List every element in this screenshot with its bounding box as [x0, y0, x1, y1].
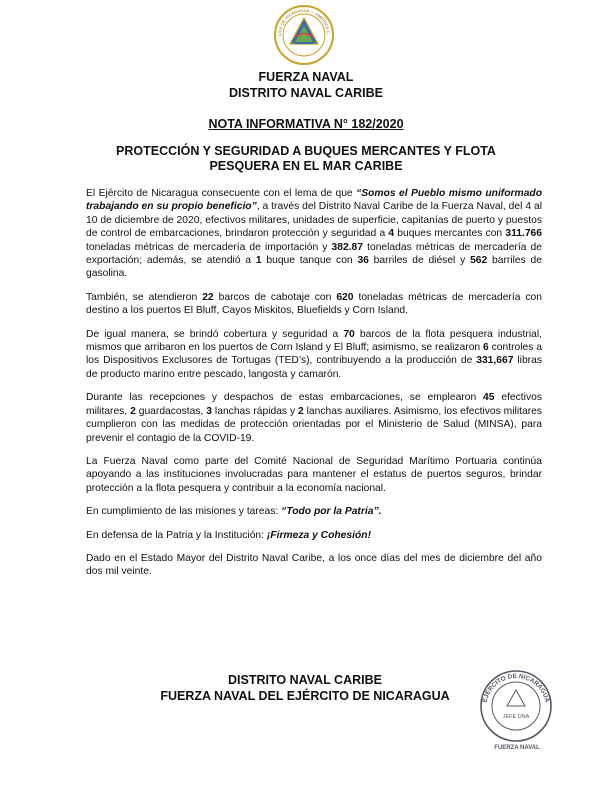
paragraph-4	[86, 391, 542, 445]
p4-number: 3	[206, 405, 213, 417]
header-line-2: DISTRITO NAVAL CARIBE	[229, 86, 383, 100]
paragraph-1	[86, 187, 542, 281]
nicaragua-coat-of-arms-icon	[273, 4, 335, 66]
p3-text: libras de producto marino entre pescado, langosta y camarón.	[86, 355, 542, 380]
p1-text: barriles de diésel y	[368, 255, 471, 267]
paragraph-7	[86, 529, 542, 542]
title-line-2: PESQUERA EN EL MAR CARIBE	[209, 159, 403, 173]
p4-number: 2	[130, 405, 136, 417]
note-title: NOTA INFORMATIVA N° 182/2020	[208, 117, 404, 131]
p2-number: 620	[336, 291, 354, 303]
p1-text: barriles de gasolina.	[86, 255, 543, 280]
p2-text: barcos de cabotaje con	[213, 291, 337, 303]
paragraph-2	[86, 291, 542, 318]
stamp-bottom-text: FUERZA NAVAL	[494, 745, 540, 751]
p1-number: 36	[357, 255, 369, 267]
p3-text: controles a los Dispositivos Exclusores de Tortugas (TED’s), contribuyendo a la producción de	[86, 342, 542, 367]
svg-text:EJÉRCITO DE NICARAGUA	[482, 673, 551, 704]
p4-text: efectivos militares,	[86, 392, 542, 417]
p3-number: 331,667	[476, 355, 514, 367]
seal-ring-text: LICA DE NICARAGUA — AMÉRICA C	[276, 7, 331, 36]
p3-number: 70	[343, 328, 355, 340]
stamp-bottom-label	[482, 738, 552, 754]
p2-text: También, se atendieron	[86, 291, 203, 303]
p1-text: toneladas métricas de mercadería de importación y	[86, 241, 332, 253]
p1-motto: “Somos el Pueblo mismo uniformado trabajando en su propio beneficio”	[86, 188, 542, 213]
p2-text: toneladas métricas de mercadería con destino a los puertos El Bluff, Cayos Miskitos, Bluefields y Corn Island.	[86, 291, 542, 317]
header-line-1: FUERZA NAVAL	[258, 70, 354, 84]
p1-number: 311.766	[505, 228, 542, 240]
title-line-1: PROTECCIÓN Y SEGURIDAD A BUQUES MERCANTES Y FLOTA	[116, 144, 496, 158]
p6-text: En cumplimiento de las misiones y tareas:	[86, 506, 282, 518]
document-body	[86, 187, 542, 589]
p1-number: 4	[388, 228, 395, 240]
p4-number: 45	[483, 392, 495, 404]
p3-text: barcos de la flota pesquera industrial, mismos que arribaron en los puertos de Corn Island y El Bluff; asimismo, se realizaron	[86, 328, 542, 354]
p1-number: 1	[255, 255, 262, 267]
p3-number: 6	[483, 342, 489, 354]
stamp-ring-text: EJÉRCITO DE NICARAGUA	[481, 672, 551, 704]
p4-text: lanchas rápidas y	[212, 405, 299, 417]
p1-text: buques mercantes con	[394, 228, 506, 240]
signature-block	[120, 672, 490, 704]
paragraph-5: La Fuerza Naval como parte del Comité Nacional de Seguridad Marítimo Portuaria continúa apoyando a las instituciones involucradas para mantener el estatus de puertos seguros, brindar protección a la flota pesquera y contribuir a la economía nacional.	[86, 455, 542, 494]
p4-text: guardacostas,	[135, 405, 207, 417]
paragraph-6	[86, 505, 542, 518]
p7-motto: ¡Firmeza y Cohesión!	[266, 529, 372, 541]
p1-text: buque tanque con	[261, 255, 358, 267]
p4-text: lanchas auxiliares. Asimismo, los efectivos militares cumplieron con las medidas de protección orientadas por el Ministerio de Salud (MINSA), para prevenir el contagio de la COVID-19.	[86, 405, 542, 444]
p6-motto: “Todo por la Patria”.	[281, 506, 382, 518]
p7-text: En defensa de la Patria y la Institución:	[86, 529, 267, 541]
p1-text: toneladas métricas de mercadería de exportación; además, se atendió a	[86, 241, 542, 267]
paragraph-3	[86, 328, 542, 382]
p4-text: Durante las recepciones y despachos de estas embarcaciones, se emplearon	[86, 392, 484, 404]
p3-text: De igual manera, se brindó cobertura y seguridad a	[86, 328, 344, 340]
p2-number: 22	[202, 291, 214, 303]
p1-number: 382.87	[331, 241, 364, 253]
p1-number: 562	[470, 255, 488, 267]
document-title	[90, 144, 522, 174]
p4-number: 2	[298, 405, 304, 417]
p1-text: , a través del Distrito Naval Caribe de la Fuerza Naval, del 4 al 10 de diciembre de 2020, efectivos militares, unidades de superficie, capitanías de puerto y puestos de control de embarcaciones, brindaron protección y seguridad a	[86, 201, 542, 240]
signature-line-1: DISTRITO NAVAL CARIBE	[228, 673, 382, 687]
p1-text: El Ejército de Nicaragua consecuente con el lema de que	[86, 188, 357, 199]
paragraph-8: Dado en el Estado Mayor del Distrito Naval Caribe, a los once días del mes de diciembre del año dos mil veinte.	[86, 552, 542, 578]
stamp-center-text: JEFE DNA	[502, 714, 530, 720]
signature-line-2: FUERZA NAVAL DEL EJÉRCITO DE NICARAGUA	[160, 689, 450, 703]
official-stamp-icon	[478, 668, 554, 744]
